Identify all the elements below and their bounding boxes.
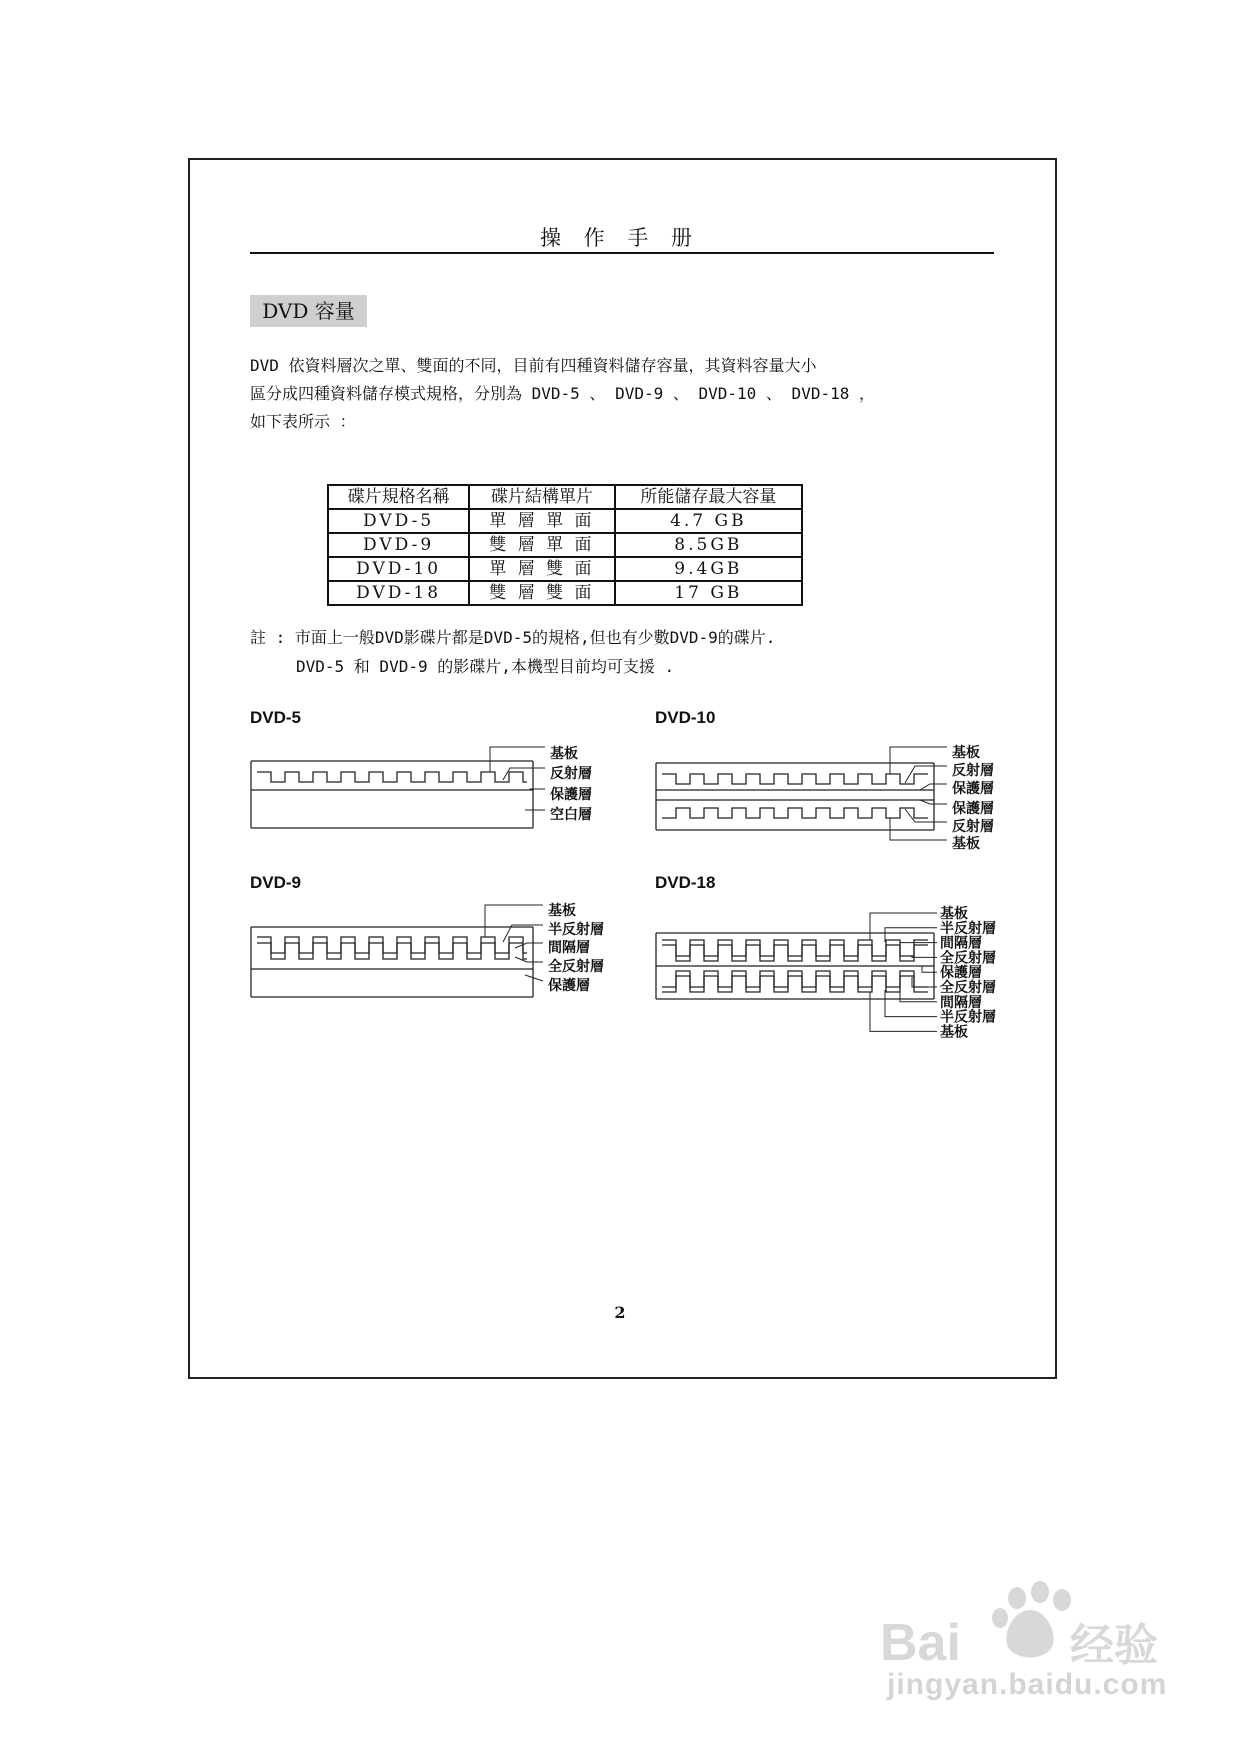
full-reflective-layer: [662, 945, 928, 961]
layer-label: 基板: [548, 903, 576, 919]
page-header-title: 操 作 手 册: [539, 226, 701, 250]
table-cell: 雙 層 雙 面: [469, 581, 615, 605]
layer-label: 保護層: [550, 787, 592, 803]
dvd9-title: DVD-9: [250, 873, 302, 892]
layer-label: 反射層: [550, 766, 592, 782]
column-header: 所能儲存最大容量: [615, 485, 802, 509]
layer-label: 保護層: [952, 781, 994, 797]
leader-line: [890, 818, 947, 840]
table-cell: 4.7 GB: [615, 509, 802, 533]
table-cell: 單 層 單 面: [469, 509, 615, 533]
note-line: DVD-5 和 DVD-9 的影碟片,本機型目前均可支援 .: [296, 657, 675, 676]
page-number: 2: [614, 1303, 626, 1322]
semi-reflective-layer: [662, 976, 928, 992]
leader-line: [870, 992, 937, 1031]
column-header: 碟片規格名稱: [328, 485, 469, 509]
dvd5-title: DVD-5: [250, 708, 302, 727]
leader-line: [525, 975, 543, 981]
leader-line: [870, 913, 937, 940]
leader-line: [885, 990, 937, 1017]
reflective-layer: [257, 772, 527, 782]
layer-label: 基板: [952, 745, 980, 761]
column-header: 碟片結構單片: [469, 485, 615, 509]
table-cell: 17 GB: [615, 581, 802, 605]
leader-line: [905, 809, 947, 822]
layer-label: 基板: [550, 746, 578, 762]
leader-line: [922, 966, 937, 972]
leader-line: [515, 957, 543, 962]
watermark-text: jingyan.baidu.com: [887, 1668, 1168, 1701]
svg-text:Bai: Bai: [880, 1614, 961, 1672]
dvd18-diagram: [656, 905, 996, 1040]
table-cell: 單 層 雙 面: [469, 557, 615, 581]
layer-label: 間隔層: [548, 940, 590, 956]
note-line: 註 : 市面上一般DVD影碟片都是DVD-5的規格,但也有少數DVD-9的碟片.: [250, 628, 776, 647]
table-cell: DVD-9: [328, 533, 469, 557]
layer-label: 反射層: [952, 819, 994, 835]
layer-label: 全反射層: [940, 980, 996, 996]
intro-line: 如下表所示 ：: [250, 412, 356, 431]
table-cell: 9.4GB: [615, 557, 802, 581]
dvd10-diagram: [656, 744, 994, 852]
layer-label: 全反射層: [548, 959, 604, 975]
svg-text:经验: 经验: [1070, 1621, 1158, 1670]
layer-label: 空白層: [550, 807, 592, 823]
table-cell: 雙 層 單 面: [469, 533, 615, 557]
leader-line: [912, 977, 937, 987]
layer-label: 間隔層: [940, 994, 982, 1011]
dvd5-diagram: [251, 745, 592, 828]
semi-reflective-layer: [662, 940, 928, 956]
reflective-layer: [662, 774, 928, 784]
table-cell: DVD-10: [328, 557, 469, 581]
layer-label: 保護層: [940, 965, 982, 982]
layer-label: 基板: [940, 906, 968, 922]
leader-line: [485, 905, 543, 937]
dvd18-title: DVD-18: [655, 873, 716, 892]
layer-label: 保護層: [548, 978, 590, 994]
section-title: DVD 容量: [250, 295, 367, 327]
leader-line: [912, 955, 937, 957]
table-cell: 8.5GB: [615, 533, 802, 557]
layer-label: 反射層: [952, 763, 994, 779]
semi-reflective-layer: [257, 937, 527, 953]
leader-line: [890, 747, 947, 774]
dvd9-diagram: [251, 902, 604, 997]
table-cell: DVD-5: [328, 509, 469, 533]
layer-label: 基板: [940, 1024, 968, 1041]
table-cell: DVD-18: [328, 581, 469, 605]
layer-label: 間隔層: [940, 935, 982, 952]
leader-line: [515, 943, 543, 948]
full-reflective-layer: [257, 943, 527, 959]
full-reflective-layer: [662, 971, 928, 987]
layer-label: 半反射層: [940, 920, 996, 937]
intro-line: DVD 依資料層次之單、雙面的不同，目前有四種資料儲存容量，其資料容量大小: [250, 356, 817, 375]
layer-label: 半反射層: [548, 922, 604, 938]
reflective-layer: [662, 808, 928, 818]
layer-label: 保護層: [952, 801, 994, 817]
layer-label: 半反射層: [940, 1009, 996, 1026]
dvd10-title: DVD-10: [655, 708, 716, 727]
layer-label: 全反射層: [940, 950, 996, 967]
layer-label: 基板: [952, 836, 980, 852]
intro-line: 區分成四種資料儲存模式規格，分別為 DVD-5 、 DVD-9 、 DVD-10 、 DVD-18 ，: [250, 384, 875, 403]
